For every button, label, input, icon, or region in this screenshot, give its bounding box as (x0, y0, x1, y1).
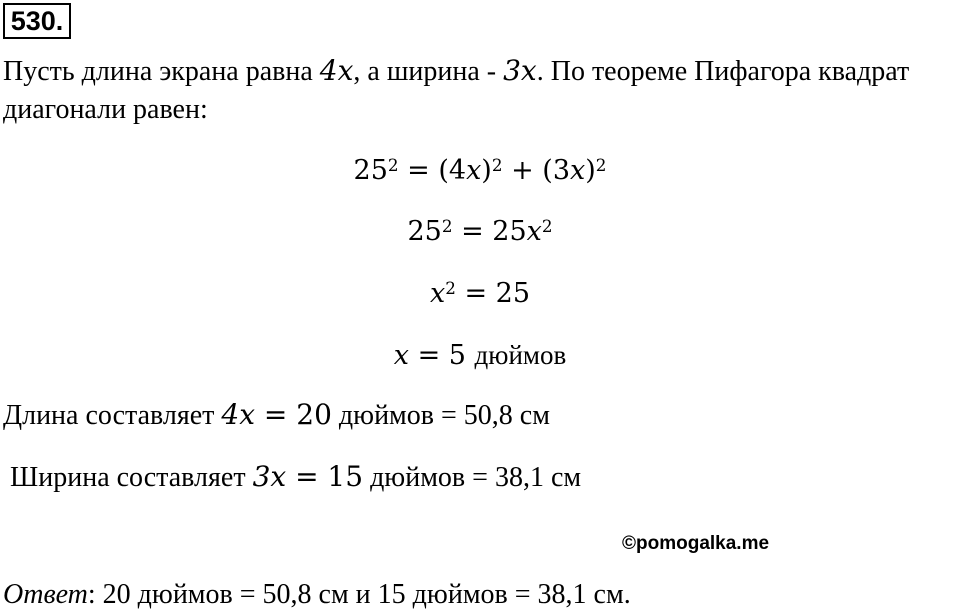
equation-4: x = 5 дюймов (393, 340, 567, 371)
intro-line-1 (3, 54, 909, 89)
width-value: дюймов = 38,1 см (370, 462, 582, 493)
intro-line-2: диагонали равен: (3, 94, 208, 125)
intro-var-width: 3x (503, 54, 537, 87)
intro-text-3: . По теореме Пифагора квадрат (536, 56, 910, 87)
intro-text-2: , а ширина - (353, 56, 497, 87)
answer-text: : 20 дюймов = 50,8 см и 15 дюймов = 38,1 см. (87, 579, 631, 610)
length-label: Длина составляет (3, 400, 215, 431)
width-label: Ширина составляет (10, 462, 246, 493)
problem-number: 530. (3, 3, 71, 39)
watermark: ©pomogalka.me (622, 533, 770, 554)
width-line (10, 460, 581, 495)
equation-1: $25^2 = (4x)^2 + (3x)^2$ (353, 155, 607, 186)
answer-label: Ответ (3, 579, 88, 610)
length-line (3, 398, 550, 433)
length-value: дюймов = 50,8 см (338, 400, 550, 431)
intro-text-1: Пусть длина экрана равна (3, 56, 313, 87)
intro-var-length: 4x (319, 54, 354, 87)
width-expression: 3x = 15 (252, 460, 364, 493)
answer-line (3, 578, 631, 612)
equation-2: $25^2 = 25x^2$ (407, 216, 553, 247)
length-expression: 4x = 20 (221, 398, 332, 431)
equation-3: $x^2 = 25$ (429, 278, 531, 309)
